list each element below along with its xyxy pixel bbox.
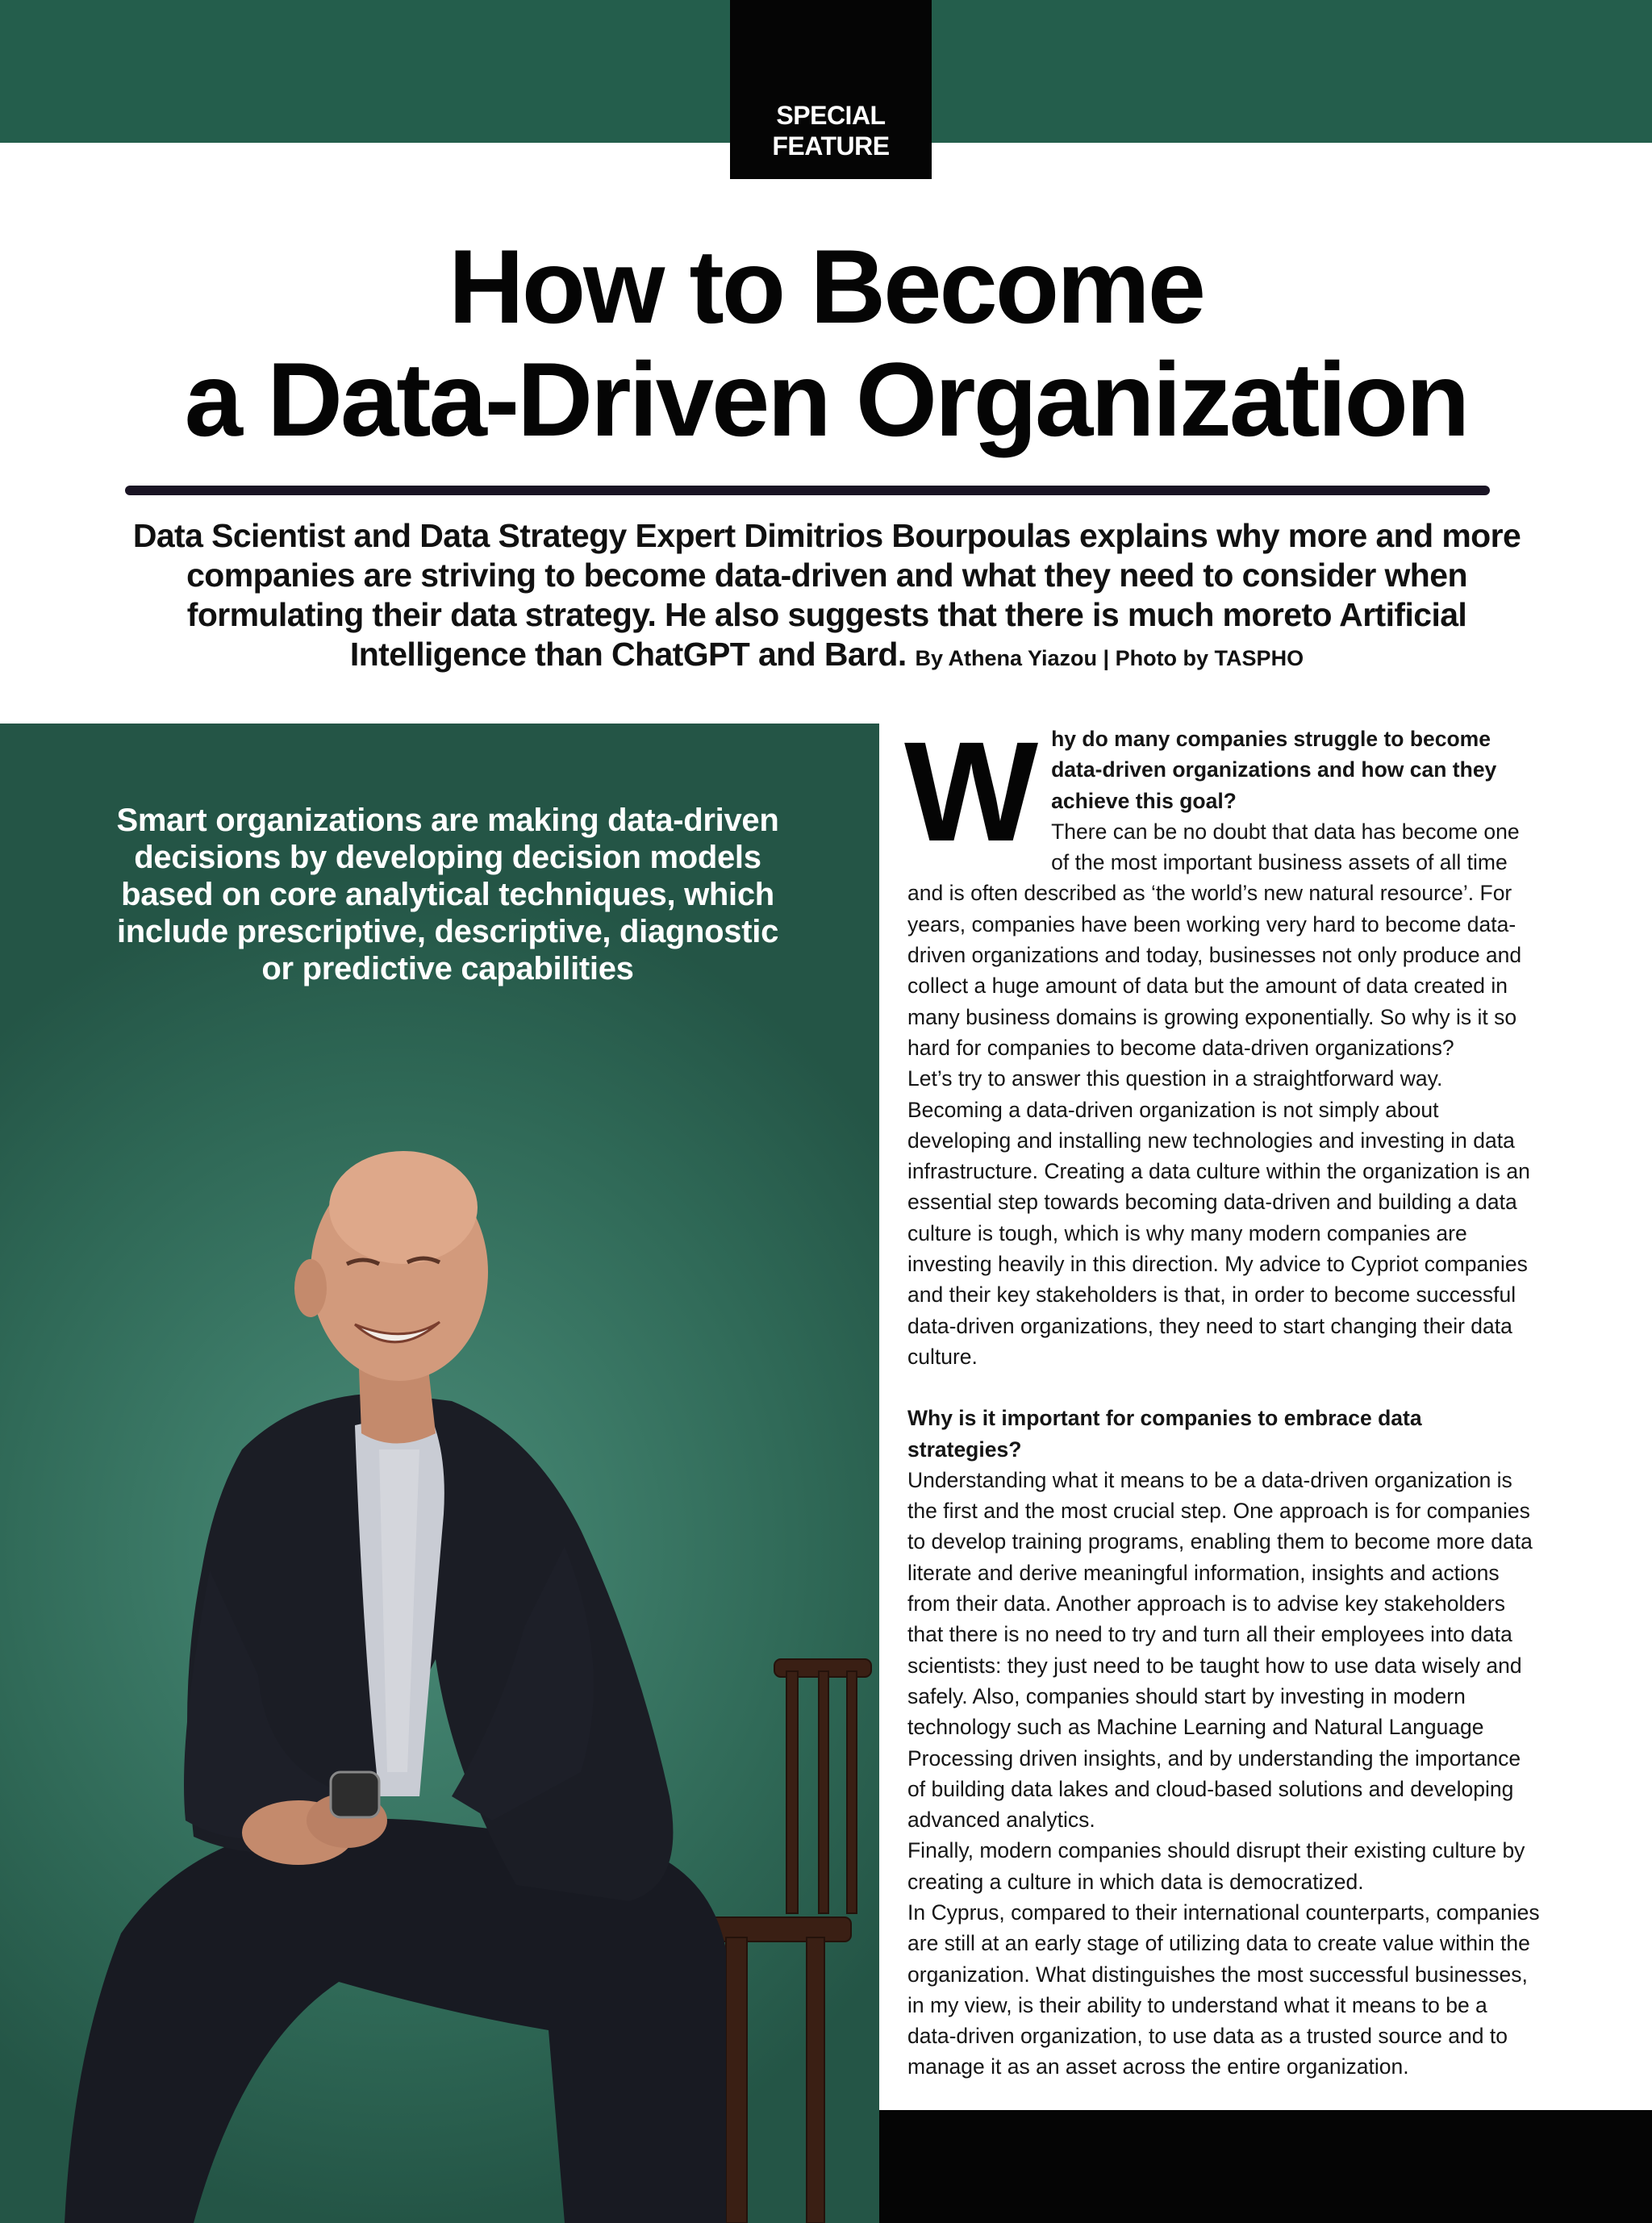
byline: By Athena Yiazou | Photo by TASPHO <box>915 646 1304 670</box>
section-tag-line2: FEATURE <box>772 131 890 161</box>
section-tag <box>730 0 932 179</box>
headline-line1: How to Become <box>448 227 1204 345</box>
headline-line2: a Data-Driven Organization <box>184 340 1468 458</box>
section-tag-line1: SPECIAL <box>776 101 886 130</box>
article-body <box>904 713 1541 2083</box>
headline <box>0 227 1652 458</box>
standfirst-text: Data Scientist and Data Strategy Expert Dimitrios Bourpoulas explains why more and more companies are striving to become data-driven and what they need to consider when formulating their data strategy. He also suggests that there is much moreto Artificial Intelligence than ChatGPT and Bard. <box>132 517 1521 673</box>
paragraph-3: Understanding what it means to be a data-driven organization is the first and the most crucial step. One approach is for companies to develop training programs, enabling them to become more data literate and derive meaningful information, insights and actions from their data. Another approach is to advise key stakeholders that there is no need to try and turn all their employees into data scientists: they just need to be taught how to use data wisely and safely. Also, companies should start by investing in modern technology such as Machine Learning and Natural Language Processing driven insights, and by understanding the importance of building data lakes and cloud-based solutions and developing advanced analytics. <box>907 1467 1533 1833</box>
standfirst <box>105 516 1549 678</box>
paragraph-1: There can be no doubt that data has become one of the most important business assets of all time and is often described as ‘the world’s new natural resource’. For years, companies have been working very hard to become data-driven organizations and today, businesses not only produce and collect a huge amount of data but the amount of data created in many business domains is growing exponentially. So why is it so hard for companies to become data-driven organizations? <box>907 819 1522 1060</box>
drop-cap: W <box>904 713 1039 871</box>
pull-quote: Smart organizations are making data-driven decisions by developing decision models based on core analytical techniques, which include prescriptive, descriptive, diagnostic or predictive capabilities <box>116 803 779 986</box>
portrait-photo <box>0 724 879 2223</box>
subheading-question: Why is it important for companies to embrace data strategies? <box>907 1406 1422 1462</box>
headline-rule <box>125 486 1490 495</box>
lead-question: hy do many companies struggle to become data-driven organizations and how can they achieve this goal? <box>1051 727 1497 813</box>
paragraph-gap <box>907 1372 1541 1403</box>
paragraph-5: In Cyprus, compared to their international counterparts, companies are still at an early stage of utilizing data to create value within the organization. What distinguishes the most successful businesses, in my view, is their ability to understand what it means to be a data-driven organization, to use data as a trusted source and to manage it as an asset across the entire organization. <box>907 1900 1540 2079</box>
paragraph-2: Let’s try to answer this question in a straightforward way. Becoming a data-driven organization is not simply about developing and installing new technologies and investing in data infrastructure. Creating a data culture within the organization is an essential step towards becoming data-driven and building a data culture is tough, which is why many modern companies are investing heavily in this direction. My advice to Cypriot companies and their key stakeholders is that, in order to become successful data-driven organizations, they need to start changing their data culture. <box>907 1066 1530 1369</box>
paragraph-4: Finally, modern companies should disrupt their existing culture by creating a culture in which data is democratized. <box>907 1838 1525 1894</box>
footer-bar <box>879 2110 1652 2223</box>
